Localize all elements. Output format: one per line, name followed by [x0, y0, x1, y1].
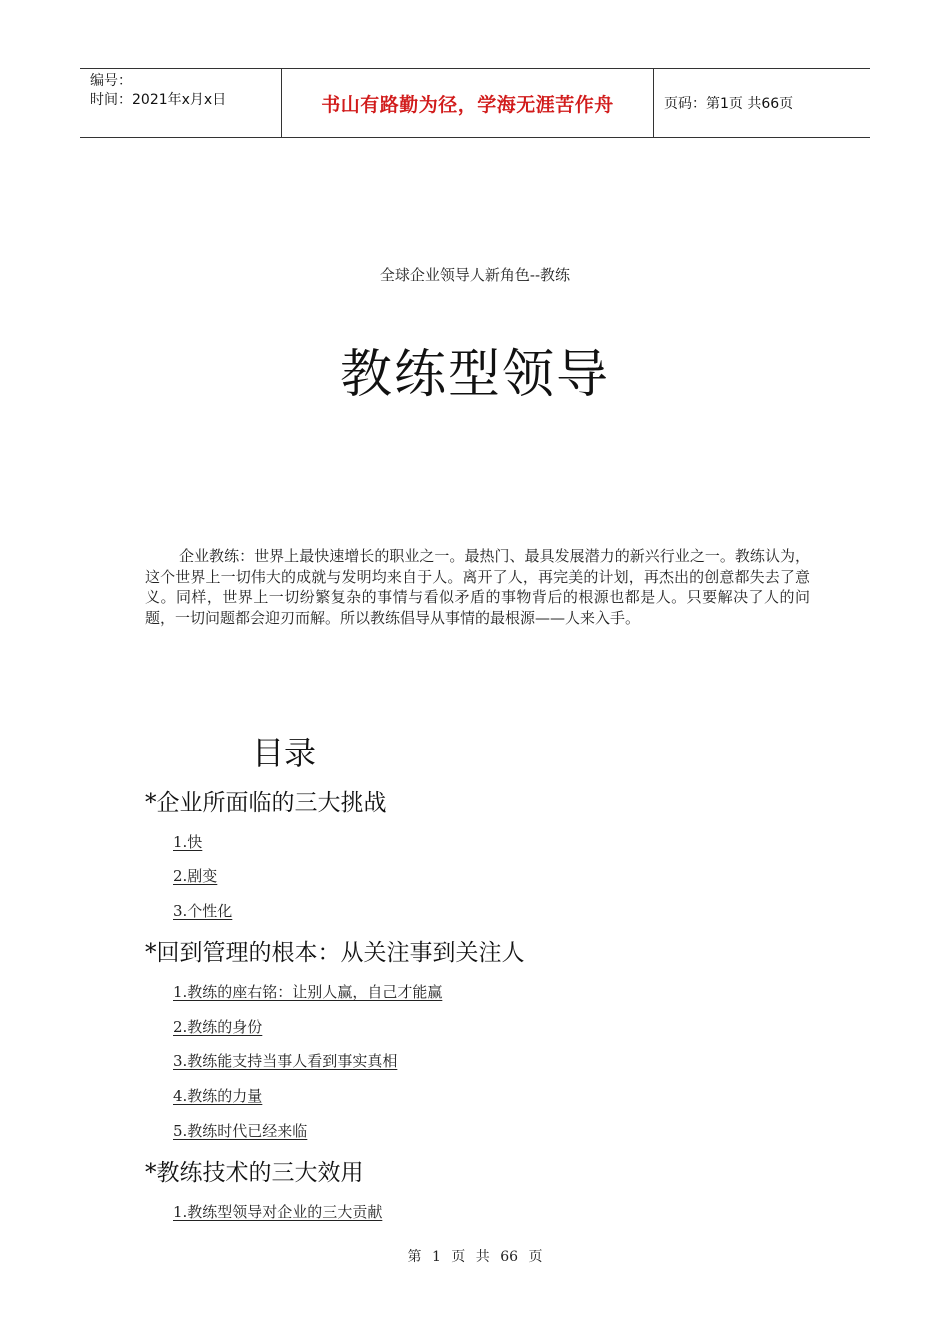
toc-link[interactable]: 1.快	[173, 833, 203, 851]
page-footer: 第 1 页 共 66 页	[407, 1249, 543, 1265]
page-header	[80, 68, 870, 138]
toc-section-heading: *企业所面临的三大挑战	[145, 790, 387, 816]
header-motto: 书山有路勤为径，学海无涯苦作舟	[282, 69, 654, 137]
toc-link[interactable]: 4.教练的力量	[173, 1087, 263, 1105]
header-meta-cell	[80, 69, 282, 137]
intro-paragraph: 企业教练：世界上最快速增长的职业之一。最热门、最具发展潜力的新兴行业之一。教练认为，这个世界上一切伟大的成就与发明均来自于人。离开了人，再完美的计划，再杰出的创意都失去了意义。同样，世界上一切纷繁复杂的事情与看似矛盾的事物背后的根源也都是人。只要解决了人的问题，一切问题都会迎刃而解。所以教练倡导从事情的最根源——人来入手。	[145, 547, 810, 627]
document-number-label: 编号：	[90, 73, 132, 89]
document-subtitle: 全球企业领导人新角色--教练	[379, 266, 571, 284]
toc-title: 目录	[252, 734, 317, 772]
document-time-label: 时间：2021年x月x日	[90, 92, 227, 108]
toc-section-heading: *回到管理的根本：从关注事到关注人	[145, 940, 525, 966]
header-page-info: 页码：第1页 共66页	[664, 96, 794, 112]
document-title: 教练型领导	[339, 345, 610, 405]
toc-link[interactable]: 3.教练能支持当事人看到事实真相	[173, 1052, 398, 1070]
toc-link[interactable]: 1.教练型领导对企业的三大贡献	[173, 1203, 383, 1221]
toc-link[interactable]: 2.剧变	[173, 867, 218, 885]
toc-link[interactable]: 2.教练的身份	[173, 1018, 263, 1036]
toc-link[interactable]: 3.个性化	[173, 902, 233, 920]
toc-section-heading: *教练技术的三大效用	[145, 1160, 364, 1186]
toc-link[interactable]: 5.教练时代已经来临	[173, 1122, 308, 1140]
toc-link[interactable]: 1.教练的座右铭：让别人赢，自己才能赢	[173, 983, 443, 1001]
